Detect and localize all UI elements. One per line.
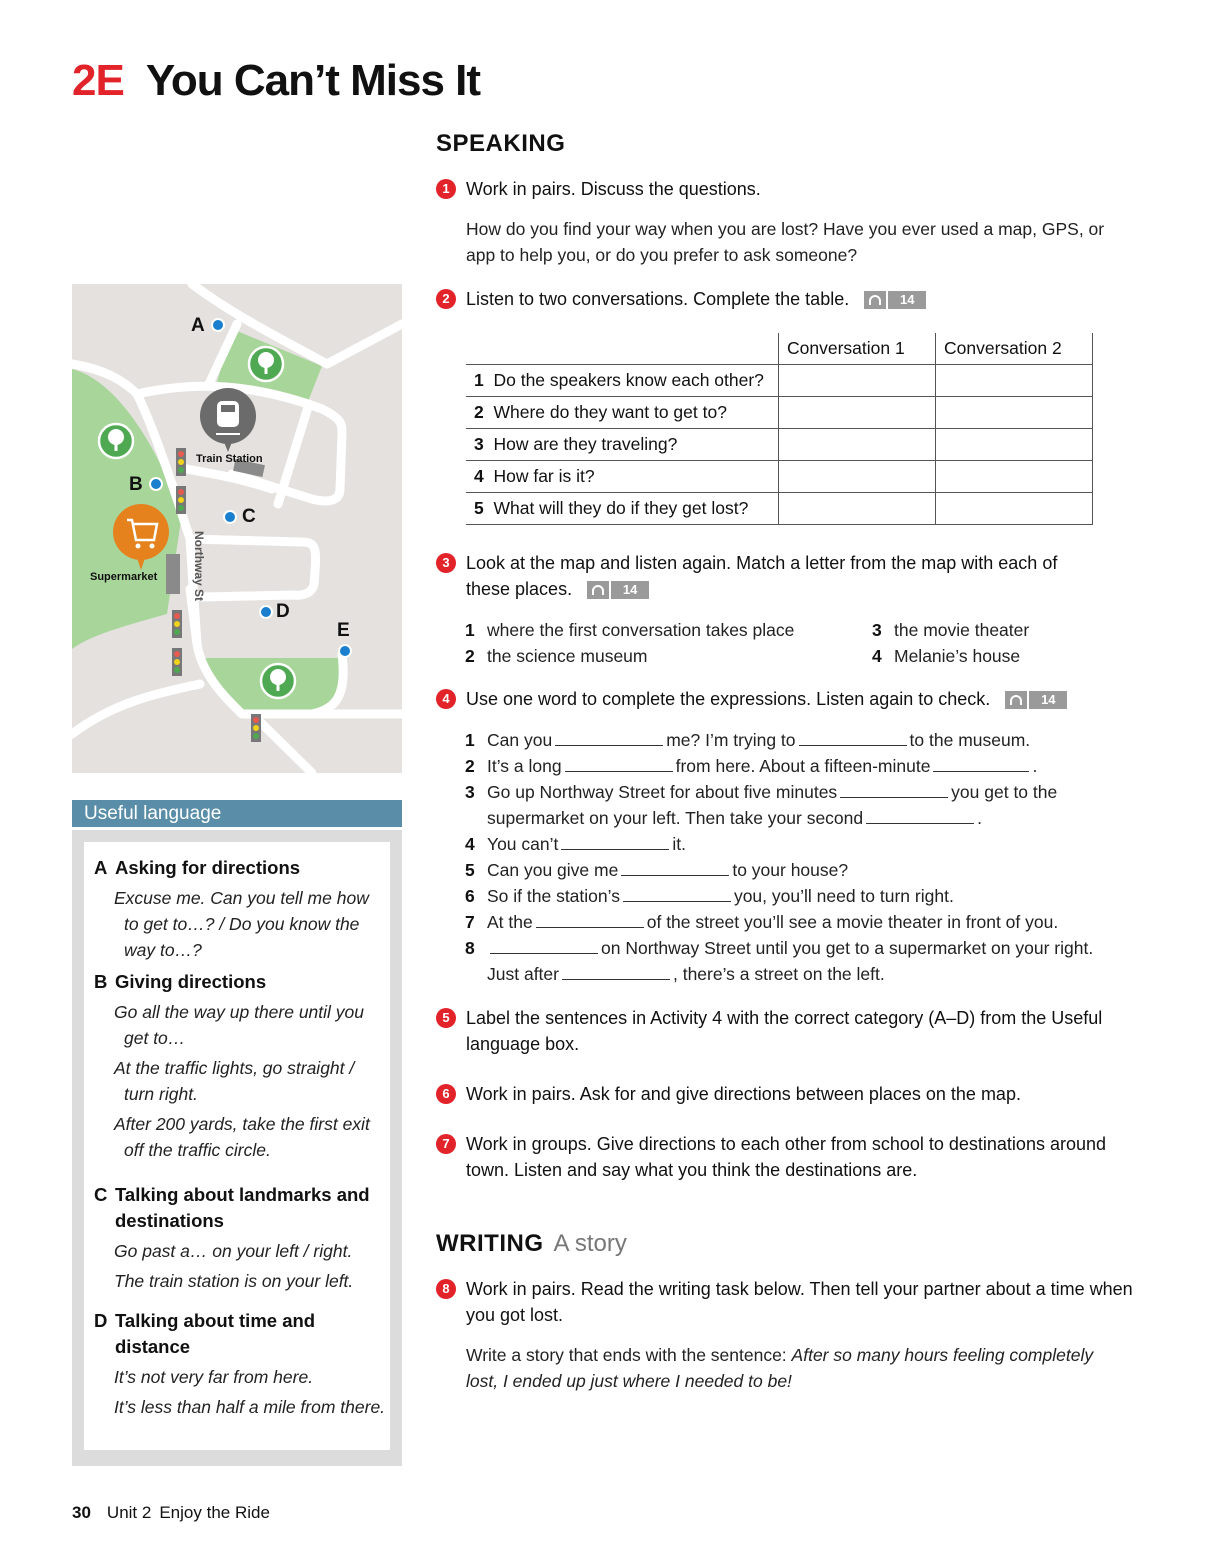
- answer-cell[interactable]: [936, 429, 1093, 461]
- tree-icon: [261, 664, 295, 698]
- supermarket-label: Supermarket: [90, 571, 158, 583]
- table-question: What will they do if they get lost?: [493, 498, 749, 518]
- headphones-icon: [1005, 691, 1027, 709]
- conversation-table: [466, 333, 1093, 525]
- blank-input[interactable]: [799, 729, 907, 746]
- list-item: 4 Melanie’s house: [872, 646, 1021, 666]
- ex3-list-left: [465, 617, 865, 669]
- traffic-light-icon: [172, 648, 182, 676]
- street-map: [72, 284, 402, 773]
- audio-track-badge[interactable]: [1005, 691, 1067, 709]
- audio-track-badge[interactable]: [587, 581, 649, 599]
- exercise-instruction: Look at the map and listen again. Match a letter from the map with each of these places.: [466, 553, 1058, 599]
- headphones-icon: [587, 581, 609, 599]
- answer-cell[interactable]: [779, 461, 936, 493]
- exercise-6: [436, 1081, 1126, 1107]
- list-item: 2 the science museum: [465, 646, 648, 666]
- list-item: 7 At the of the street you’ll see a movie theater in front of you.: [465, 912, 1059, 932]
- table-header-row: [466, 333, 1093, 365]
- writing-subheading: A story: [553, 1230, 627, 1257]
- exercise-instruction: Work in pairs. Discuss the questions.: [466, 179, 761, 199]
- ex3-list-right: [872, 617, 1122, 669]
- answer-cell[interactable]: [936, 365, 1093, 397]
- unit-title: Enjoy the Ride: [159, 1503, 270, 1522]
- page-footer: [72, 1503, 270, 1523]
- map-point-b[interactable]: [150, 478, 162, 490]
- list-item: 3 the movie theater: [872, 620, 1030, 640]
- exercise-number: 4: [436, 689, 456, 709]
- answer-cell[interactable]: [779, 493, 936, 525]
- answer-cell[interactable]: [936, 461, 1093, 493]
- blank-input[interactable]: [562, 963, 670, 980]
- exercise-instruction: Label the sentences in Activity 4 with the correct category (A–D) from the Useful language box.: [466, 1008, 1103, 1054]
- unit-label: Unit 2: [106, 1503, 152, 1522]
- exercise-number: 8: [436, 1279, 456, 1299]
- map-graphic: [72, 284, 402, 773]
- table-row: 1 Do the speakers know each other?: [466, 365, 1093, 397]
- exercise-8: [436, 1276, 1133, 1394]
- exercise-instruction: Use one word to complete the expressions. Listen again to check.: [466, 689, 991, 709]
- table-header-conversation-2: Conversation 2: [936, 333, 1093, 365]
- map-point-a[interactable]: [212, 319, 224, 331]
- list-item: 6 So if the station’s you, you’ll need to turn right.: [465, 886, 954, 906]
- table-row: 5 What will they do if they get lost?: [466, 493, 1093, 525]
- answer-cell[interactable]: [779, 429, 936, 461]
- exercise-number: 7: [436, 1134, 456, 1154]
- list-item: 3 Go up Northway Street for about five minutes you get to the supermarket on your left. Then take your second .: [465, 782, 1058, 828]
- train-icon: [200, 388, 256, 452]
- speaking-heading: SPEAKING: [436, 130, 566, 157]
- audio-track-badge[interactable]: [864, 291, 926, 309]
- writing-task: Write a story that ends with the sentence: After so many hours feeling completely lost, I ended up just where I needed to be!: [466, 1345, 1094, 1391]
- page-number: 30: [72, 1503, 91, 1522]
- blank-input[interactable]: [623, 885, 731, 902]
- answer-cell[interactable]: [779, 365, 936, 397]
- supermarket-building: [166, 554, 180, 594]
- exercise-instruction: Work in groups. Give directions to each other from school to destinations around town. Listen and say what you think the destinations are.: [466, 1134, 1107, 1180]
- exercise-2: [436, 286, 1126, 312]
- exercise-1: [436, 176, 1126, 268]
- exercise-number: 1: [436, 179, 456, 199]
- map-point-c[interactable]: [224, 511, 236, 523]
- map-point-e[interactable]: [339, 645, 351, 657]
- tree-icon: [249, 347, 283, 381]
- table-question: How are they traveling?: [493, 434, 678, 454]
- exercise-number: 6: [436, 1084, 456, 1104]
- headphones-icon: [864, 291, 886, 309]
- useful-language-header: Useful language: [72, 800, 402, 827]
- list-item: 8 on Northway Street until you get to a supermarket on your right. Just after , there’s a street on the left.: [465, 938, 1094, 984]
- map-label-c: C: [242, 506, 256, 527]
- traffic-light-icon: [251, 714, 261, 742]
- blank-input[interactable]: [840, 781, 948, 798]
- traffic-light-icon: [176, 448, 186, 476]
- train-station-label: Train Station: [196, 453, 263, 465]
- list-item: 1 where the first conversation takes place: [465, 620, 795, 640]
- answer-cell[interactable]: [936, 493, 1093, 525]
- blank-input[interactable]: [490, 937, 598, 954]
- blank-input[interactable]: [933, 755, 1029, 772]
- exercise-number: 3: [436, 553, 456, 573]
- exercise-instruction: Work in pairs. Ask for and give directions between places on the map.: [466, 1084, 1021, 1104]
- useful-language-section-b: B Giving directions Go all the way up there until you get to… At the traffic lights, go straight / turn right. After 200 yards, take the first exit off the traffic circle.: [94, 971, 370, 1160]
- table-header-conversation-1: Conversation 1: [779, 333, 936, 365]
- answer-cell[interactable]: [936, 397, 1093, 429]
- writing-heading: WRITING A story: [436, 1230, 627, 1257]
- exercise-4: [436, 686, 1126, 712]
- exercise-body: How do you find your way when you are lost? Have you ever used a map, GPS, or app to help you, or do you prefer to ask someone?: [466, 219, 1105, 265]
- map-point-d[interactable]: [260, 606, 272, 618]
- audio-track-number: 14: [888, 291, 926, 309]
- blank-input[interactable]: [621, 859, 729, 876]
- exercise-number: 5: [436, 1008, 456, 1028]
- map-label-e: E: [337, 620, 350, 641]
- blank-input[interactable]: [866, 807, 974, 824]
- table-row: 3 How are they traveling?: [466, 429, 1093, 461]
- ex4-list: [465, 727, 1130, 987]
- table-header-empty: [466, 333, 779, 365]
- audio-track-number: 14: [611, 581, 649, 599]
- useful-language-box: [72, 830, 402, 1466]
- blank-input[interactable]: [565, 755, 673, 772]
- exercise-5: [436, 1005, 1126, 1057]
- audio-track-number: 14: [1029, 691, 1067, 709]
- blank-input[interactable]: [555, 729, 663, 746]
- exercise-instruction: Listen to two conversations. Complete the table.: [466, 289, 850, 309]
- table-row: 2 Where do they want to get to?: [466, 397, 1093, 429]
- useful-language-section-c: C Talking about landmarks and destinations Go past a… on your left / right. The train station is on your left.: [94, 1184, 370, 1291]
- map-label-d: D: [276, 601, 290, 622]
- list-item: 2 It’s a long from here. About a fifteen-minute .: [465, 756, 1038, 776]
- tree-icon: [99, 424, 133, 458]
- traffic-light-icon: [172, 610, 182, 638]
- list-item: 5 Can you give me to your house?: [465, 860, 849, 880]
- map-label-b: B: [129, 474, 143, 495]
- traffic-light-icon: [176, 486, 186, 514]
- blank-input[interactable]: [561, 833, 669, 850]
- exercise-3: [436, 550, 1126, 602]
- list-item: 1 Can you me? I’m trying to to the museum.: [465, 730, 1031, 750]
- table-question: Do the speakers know each other?: [493, 370, 764, 390]
- exercise-number: 2: [436, 289, 456, 309]
- table-question: Where do they want to get to?: [493, 402, 727, 422]
- street-label: Northway St: [192, 530, 207, 602]
- lesson-title: You Can’t Miss It: [145, 56, 481, 105]
- useful-language-section-a: A Asking for directions Excuse me. Can you tell me how to get to…? / Do you know the way to…?: [94, 857, 369, 960]
- blank-input[interactable]: [536, 911, 644, 928]
- list-item: 4 You can’t it.: [465, 834, 686, 854]
- map-label-a: A: [191, 315, 205, 336]
- page-title: [72, 56, 480, 106]
- lesson-code: 2E: [72, 56, 124, 105]
- table-row: 4 How far is it?: [466, 461, 1093, 493]
- answer-cell[interactable]: [779, 397, 936, 429]
- table-question: How far is it?: [493, 466, 595, 486]
- exercise-instruction: Work in pairs. Read the writing task below. Then tell your partner about a time when you got lost.: [466, 1279, 1133, 1325]
- exercise-7: [436, 1131, 1126, 1183]
- useful-language-section-d: D Talking about time and distance It’s not very far from here. It’s less than half a mile from there.: [94, 1310, 386, 1417]
